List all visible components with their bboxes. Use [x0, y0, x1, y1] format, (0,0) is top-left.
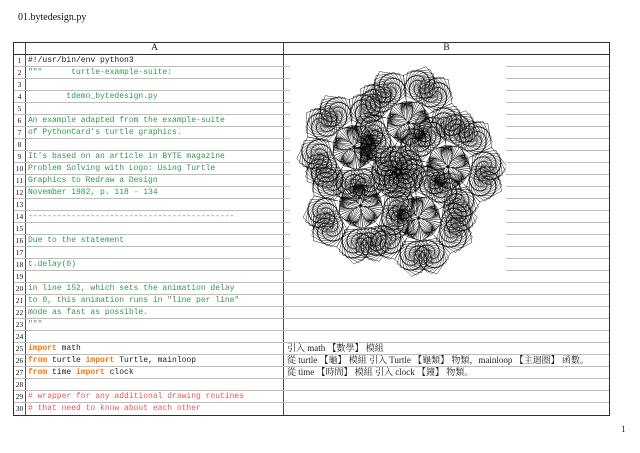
- code-cell: [26, 247, 284, 258]
- annotation-cell: 從 time 【時間】 模組 引入 clock 【鐘】 物類。: [287, 367, 474, 377]
- annotation-cell: [284, 379, 609, 390]
- table-row: [14, 355, 609, 367]
- row-number: 21: [14, 295, 26, 306]
- code-segment: t.delay(0): [28, 260, 77, 269]
- code-cell: [26, 235, 284, 246]
- annotation-cell: [284, 391, 609, 402]
- row-number: 27: [14, 367, 26, 378]
- turtle-bytedesign-figure: [290, 64, 506, 280]
- row-number: 4: [14, 91, 26, 102]
- row-number: 1: [14, 55, 26, 66]
- code-cell: [26, 271, 284, 282]
- code-cell: [26, 139, 284, 150]
- row-number: 16: [14, 235, 26, 246]
- code-cell: [26, 223, 284, 234]
- code-cell: [26, 283, 284, 294]
- code-cell: [26, 115, 284, 126]
- code-cell: [26, 307, 284, 318]
- column-b-header: B: [443, 43, 450, 53]
- row-number: 3: [14, 79, 26, 90]
- code-cell: [26, 211, 284, 222]
- row-number: 7: [14, 127, 26, 138]
- table-row: [14, 295, 609, 307]
- row-number-header: [14, 43, 26, 54]
- row-number: 18: [14, 259, 26, 270]
- row-number: 2: [14, 67, 26, 78]
- code-segment: Due to the statement: [28, 236, 125, 245]
- code-cell: [26, 391, 284, 402]
- row-number: 9: [14, 151, 26, 162]
- row-number: 26: [14, 355, 26, 366]
- row-number: 23: [14, 319, 26, 330]
- row-number: 11: [14, 175, 26, 186]
- code-segment: time: [47, 368, 77, 377]
- table-row: [14, 391, 609, 403]
- code-segment: # that need to know about each other: [28, 404, 201, 413]
- code-segment: turtle: [47, 356, 86, 365]
- row-number: 17: [14, 247, 26, 258]
- code-segment: """: [28, 320, 43, 329]
- code-cell: [26, 79, 284, 90]
- code-cell: [26, 91, 284, 102]
- row-number: 28: [14, 379, 26, 390]
- code-cell: [26, 199, 284, 210]
- code-segment: -------------------------------------------: [28, 212, 235, 221]
- code-segment: Graphics to Redraw a Design: [28, 176, 158, 185]
- annotation-cell: [284, 331, 609, 342]
- code-cell: [26, 331, 284, 342]
- code-cell: [26, 379, 284, 390]
- annotation-cell: 從 turtle 【龜】 模組 引入 Turtle 【龜類】 物類，mainloop 【主迴圈】 函數。: [287, 355, 589, 365]
- document-title: 01.bytedesign.py: [18, 12, 87, 23]
- code-segment: Turtle, mainloop: [114, 356, 197, 365]
- code-cell: [26, 343, 284, 354]
- row-number: 13: [14, 199, 26, 210]
- row-number: 19: [14, 271, 26, 282]
- code-segment: math: [56, 344, 81, 353]
- code-cell: [26, 55, 284, 66]
- table-row: [14, 403, 609, 415]
- code-cell: [26, 367, 284, 378]
- code-cell: [26, 187, 284, 198]
- annotation-cell: [284, 295, 609, 306]
- row-number: 5: [14, 103, 26, 114]
- row-number: 25: [14, 343, 26, 354]
- code-cell: [26, 127, 284, 138]
- code-segment: from: [28, 356, 48, 365]
- table-row: [14, 331, 609, 343]
- row-number: 12: [14, 187, 26, 198]
- column-a-header: A: [26, 43, 284, 54]
- code-segment: import: [28, 344, 57, 353]
- annotation-cell: [284, 319, 609, 330]
- row-number: 24: [14, 331, 26, 342]
- table-row: [14, 343, 609, 355]
- code-segment: # wrapper for any additional drawing routines: [28, 392, 245, 401]
- code-segment: import: [85, 356, 115, 365]
- code-cell: [26, 103, 284, 114]
- code-cell: [26, 259, 284, 270]
- annotation-cell: [284, 283, 609, 294]
- code-cell: [26, 403, 284, 415]
- code-segment: Problem Solving with Logo: Using Turtle: [28, 164, 216, 173]
- code-cell: [26, 151, 284, 162]
- code-cell: [26, 319, 284, 330]
- row-number: 8: [14, 139, 26, 150]
- row-number: 14: [14, 211, 26, 222]
- annotation-cell: [284, 403, 609, 415]
- code-segment: tdemo_bytedesign.py: [28, 92, 158, 101]
- annotation-cell: 引入 math 【數學】 模組: [287, 343, 384, 353]
- code-segment: clock: [104, 368, 134, 377]
- code-segment: to 0, this animation runs in "line per line": [28, 296, 240, 305]
- code-segment: from: [28, 368, 48, 377]
- code-cell: [26, 67, 284, 78]
- row-number: 22: [14, 307, 26, 318]
- code-segment: #!/usr/bin/env python3: [28, 56, 134, 65]
- code-segment: of PythonCard's turtle graphics.: [28, 128, 182, 137]
- row-number: 15: [14, 223, 26, 234]
- table-row: [14, 283, 609, 295]
- code-segment: in line 152, which sets the animation delay: [28, 284, 235, 293]
- code-segment: mode as fast as possible.: [28, 308, 149, 317]
- annotation-cell: [284, 307, 609, 318]
- row-number: 29: [14, 391, 26, 402]
- code-cell: [26, 355, 284, 366]
- code-cell: [26, 175, 284, 186]
- table-row: [14, 307, 609, 319]
- code-segment: It's based on an article in BYTE magazine: [28, 152, 225, 161]
- code-cell: [26, 295, 284, 306]
- table-row: [14, 319, 609, 331]
- code-segment: An example adapted from the example-suite: [28, 116, 225, 125]
- code-segment: """ turtle-example-suite:: [28, 68, 173, 77]
- row-number: 6: [14, 115, 26, 126]
- row-number: 30: [14, 403, 26, 415]
- table-row: [14, 379, 609, 391]
- row-number: 20: [14, 283, 26, 294]
- table-row: [14, 367, 609, 379]
- table-header-row: [14, 43, 609, 55]
- row-number: 10: [14, 163, 26, 174]
- code-segment: import: [76, 368, 105, 377]
- code-cell: [26, 163, 284, 174]
- page-number: 1: [621, 424, 626, 434]
- code-segment: November 1982, p. 118 - 134: [28, 188, 158, 197]
